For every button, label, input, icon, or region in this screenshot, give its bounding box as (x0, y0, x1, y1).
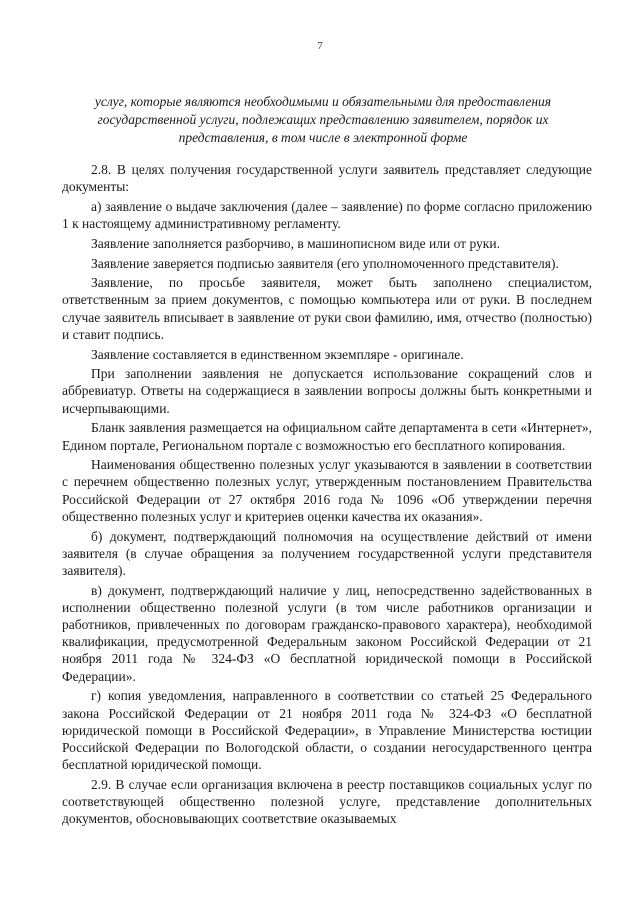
paragraph-2-8: 2.8. В целях получения государственной услуги заявитель представляет следующие документы: (62, 162, 592, 195)
page-number: 7 (317, 40, 323, 52)
paragraph: Заявление заверяется подписью заявителя (его уполномоченного представителя). (91, 255, 559, 271)
document-body (62, 161, 592, 830)
paragraph-item-v: в) документ, подтверждающий наличие у лиц, непосредственно задействованных в исполнении общественно полезной услуги (в том числе работников организации и работников, привлеченных по договорам гражданско-правового характера), необходимой квалификации, предусмотренной Федеральным законом Российской Федерации от 21 ноября 2011 года № 324-ФЗ «О бесплатной юридической помощи в Российской Федерации». (62, 582, 592, 684)
paragraph-2-9: 2.9. В случае если организация включена в реестр поставщиков социальных услуг по соответствующей общественно полезной услуге, представление дополнительных документов, обосновывающих соответствие оказываемых (62, 776, 592, 827)
section-heading: услуг, которые являются необходимыми и обязательными для предоставления государственной услуги, подлежащих представлению заявителем, порядок их представления, в том числе в электронной форме (94, 94, 552, 145)
paragraph: Заявление составляется в единственном экземпляре - оригинале. (91, 346, 464, 362)
paragraph: Заявление заполняется разборчиво, в машинописном виде или от руки. (91, 235, 500, 251)
paragraph-item-g: г) копия уведомления, направленного в соответствии со статьей 25 Федерального закона Российской Федерации от 21 ноября 2011 года № 324-ФЗ «О бесплатной юридической помощи в Российской Федерации», в Управление Министерства юстиции Российской Федерации по Вологодской области, о создании негосударственного центра бесплатной юридической помощи. (62, 688, 592, 773)
paragraph: Бланк заявления размещается на официальном сайте департамента в сети «Интернет», Едином портале, Региональном портале с возможностью его бесплатного копирования. (62, 420, 592, 453)
paragraph-item-a: а) заявление о выдаче заключения (далее – заявление) по форме согласно приложению 1 к настоящему административному регламенту. (62, 198, 592, 232)
paragraph: При заполнении заявления не допускается использование сокращений слов и аббревиатур. Ответы на содержащиеся в заявлении вопросы должны быть конкретными и исчерпывающими. (62, 366, 592, 416)
paragraph: Заявление, по просьбе заявителя, может быть заполнено специалистом, ответственным за прием документов, с помощью компьютера или от руки. В последнем случае заявитель вписывает в заявление от руки свои фамилию, имя, отчество (полностью) и ставит подпись. (62, 275, 592, 342)
paragraph-item-b: б) документ, подтверждающий полномочия на осуществление действий от имени заявителя (в случае обращения за получением государственной услуги представителя заявителя). (62, 528, 592, 578)
paragraph: Наименования общественно полезных услуг указываются в заявлении в соответствии с перечнем общественно полезных услуг, утвержденным постановлением Правительства Российской Федерации от 27 октября 2016 года № 1096 «Об утверждении перечня общественно полезных услуг и критериев оценки качества их оказания». (62, 457, 592, 524)
